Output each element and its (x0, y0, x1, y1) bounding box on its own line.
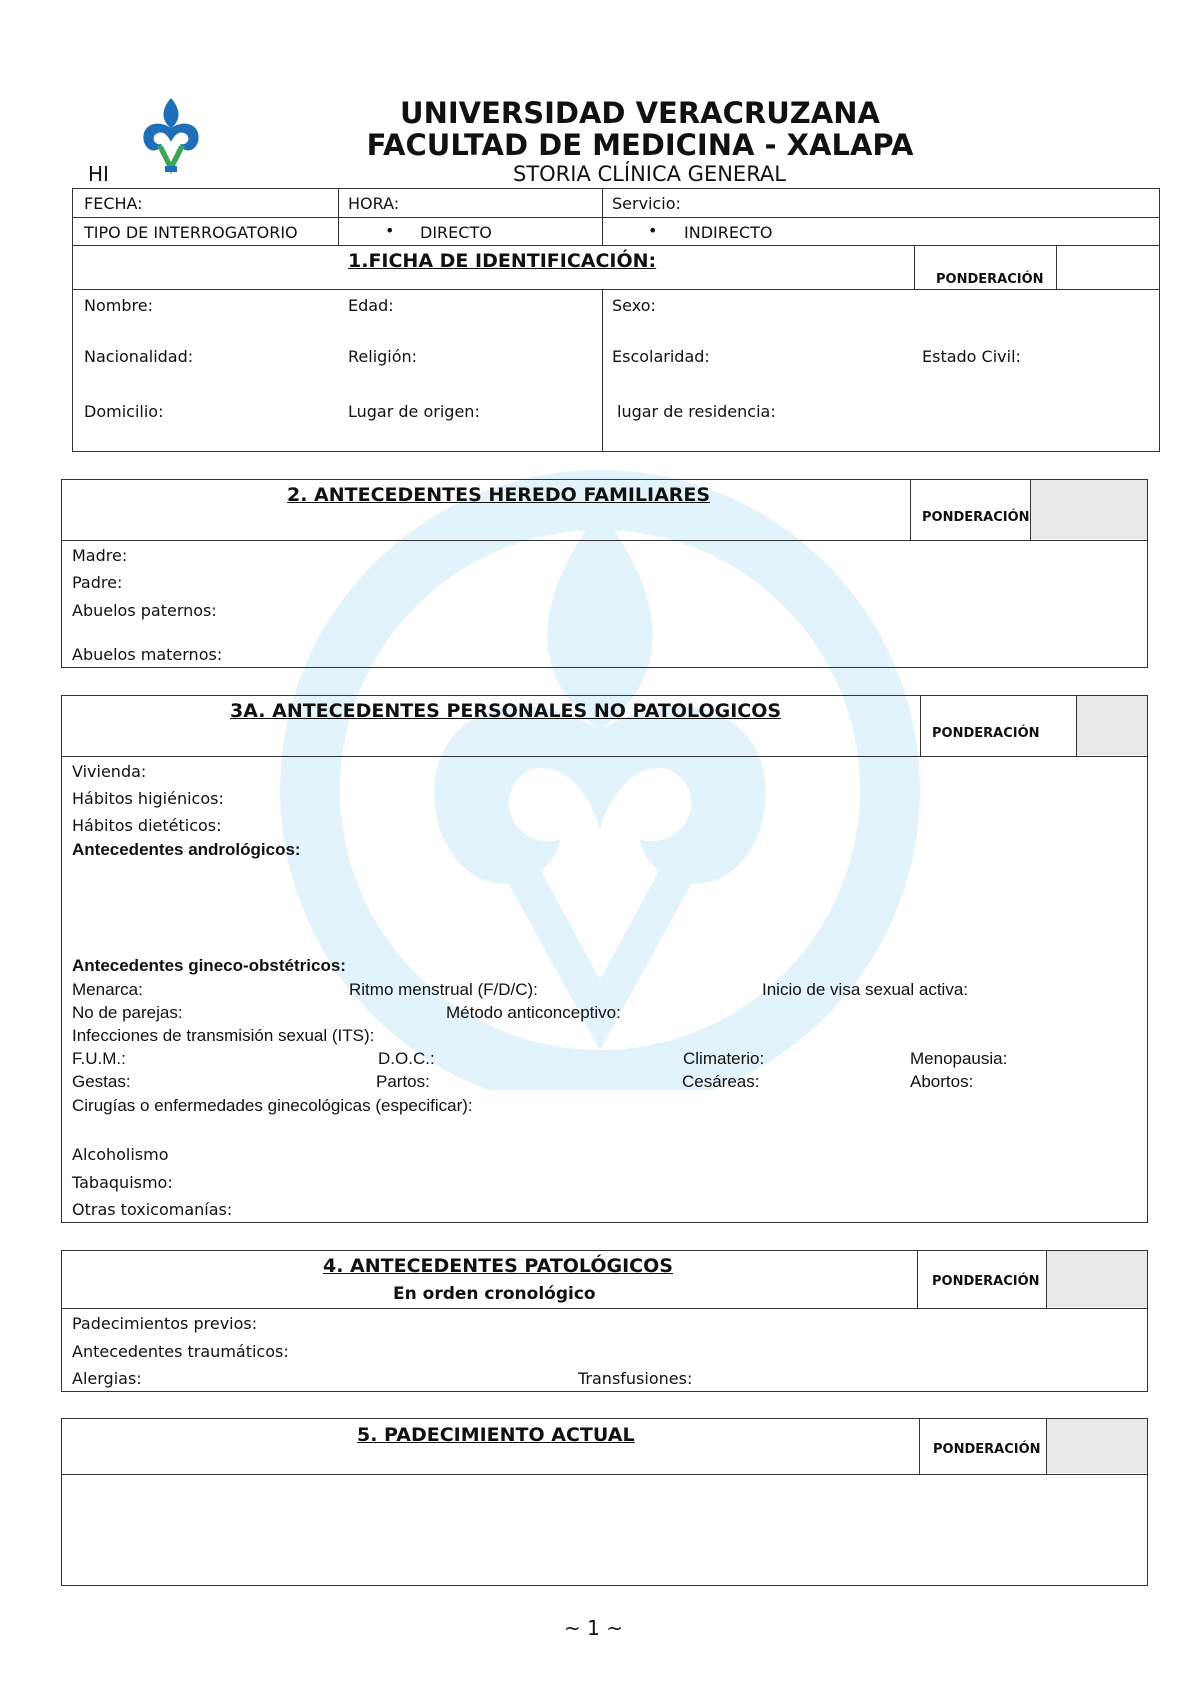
escolaridad-label: Escolaridad: (612, 347, 710, 366)
section1-title: 1.FICHA DE IDENTIFICACIÓN: (348, 250, 657, 272)
section4-subtitle: En orden cronológico (393, 1284, 596, 1304)
vivienda-label: Vivienda: (72, 762, 147, 781)
doc-title-left: HI (88, 162, 109, 186)
religion-label: Religión: (348, 347, 418, 366)
madre-label: Madre: (72, 546, 128, 565)
ritmo-label: Ritmo menstrual (F/D/C): (349, 980, 538, 999)
abuelos-paternos-label: Abuelos paternos: (72, 601, 217, 620)
abortos-label: Abortos: (910, 1072, 974, 1091)
directo-label: DIRECTO (420, 223, 492, 242)
lugar-residencia-label: lugar de residencia: (617, 402, 776, 421)
antecedentes-traumaticos-label: Antecedentes traumáticos: (72, 1342, 289, 1361)
nacionalidad-label: Nacionalidad: (84, 347, 194, 366)
partos-label: Partos: (376, 1072, 430, 1091)
hora-label: HORA: (348, 194, 400, 213)
section4-title: 4. ANTECEDENTES PATOLÓGICOS (323, 1255, 673, 1277)
climaterio-label: Climaterio: (683, 1049, 765, 1068)
page-number: ~ 1 ~ (564, 1616, 623, 1640)
university-name: UNIVERSIDAD VERACRUZANA (400, 96, 880, 130)
domicilio-label: Domicilio: (84, 402, 164, 421)
gineco-label: Antecedentes gineco-obstétricos: (72, 956, 346, 975)
directo-bullet[interactable]: • (385, 221, 395, 240)
padre-label: Padre: (72, 573, 123, 592)
cirugias-label: Cirugías o enfermedades ginecológicas (especificar): (72, 1096, 473, 1115)
fecha-label: FECHA: (84, 194, 143, 213)
andrologicos-label: Antecedentes andrológicos: (72, 840, 301, 859)
section2-ponderacion: PONDERACIÓN (922, 510, 1030, 525)
section3-ponderacion: PONDERACIÓN (932, 726, 1040, 741)
menopausia-label: Menopausia: (910, 1049, 1008, 1068)
section4-ponderacion: PONDERACIÓN (932, 1274, 1040, 1289)
fum-label: F.U.M.: (72, 1049, 126, 1068)
toxicomanias-label: Otras toxicomanías: (72, 1200, 233, 1219)
transfusiones-label: Transfusiones: (578, 1369, 693, 1388)
alcoholismo-label: Alcoholismo (72, 1145, 169, 1164)
cesareas-label: Cesáreas: (682, 1072, 760, 1091)
section3-title: 3A. ANTECEDENTES PERSONALES NO PATOLOGICOS (230, 700, 782, 722)
padecimiento-actual-field[interactable] (63, 1476, 1146, 1584)
habitos-higienicos-label: Hábitos higiénicos: (72, 789, 224, 808)
indirecto-bullet[interactable]: • (648, 221, 658, 240)
inicio-vida-sexual-label: Inicio de visa sexual activa: (762, 980, 968, 999)
nombre-label: Nombre: (84, 296, 153, 315)
metodo-label: Método anticonceptivo: (446, 1003, 621, 1022)
tipo-interrogatorio-label: TIPO DE INTERROGATORIO (84, 223, 298, 242)
tabaquismo-label: Tabaquismo: (72, 1173, 173, 1192)
its-label: Infecciones de transmisión sexual (ITS): (72, 1026, 375, 1045)
section2-table (61, 479, 1148, 668)
faculty-name: FACULTAD DE MEDICINA - XALAPA (366, 128, 914, 162)
lugar-origen-label: Lugar de origen: (348, 402, 480, 421)
doc-title-right: STORIA CLÍNICA GENERAL (513, 162, 786, 186)
sexo-label: Sexo: (612, 296, 656, 315)
servicio-label: Servicio: (612, 194, 681, 213)
edad-label: Edad: (348, 296, 394, 315)
padecimientos-previos-label: Padecimientos previos: (72, 1314, 258, 1333)
habitos-dieteticos-label: Hábitos dietéticos: (72, 816, 222, 835)
gestas-label: Gestas: (72, 1072, 131, 1091)
section2-title: 2. ANTECEDENTES HEREDO FAMILIARES (287, 484, 711, 506)
indirecto-label: INDIRECTO (684, 223, 773, 242)
section5-title: 5. PADECIMIENTO ACTUAL (357, 1424, 635, 1446)
alergias-label: Alergias: (72, 1369, 142, 1388)
parejas-label: No de parejas: (72, 1003, 183, 1022)
section1-ponderacion: PONDERACIÓN (936, 272, 1044, 287)
doc-label: D.O.C.: (378, 1049, 435, 1068)
menarca-label: Menarca: (72, 980, 143, 999)
abuelos-maternos-label: Abuelos maternos: (72, 645, 223, 664)
section5-ponderacion: PONDERACIÓN (933, 1442, 1041, 1457)
estado-civil-label: Estado Civil: (922, 347, 1021, 366)
